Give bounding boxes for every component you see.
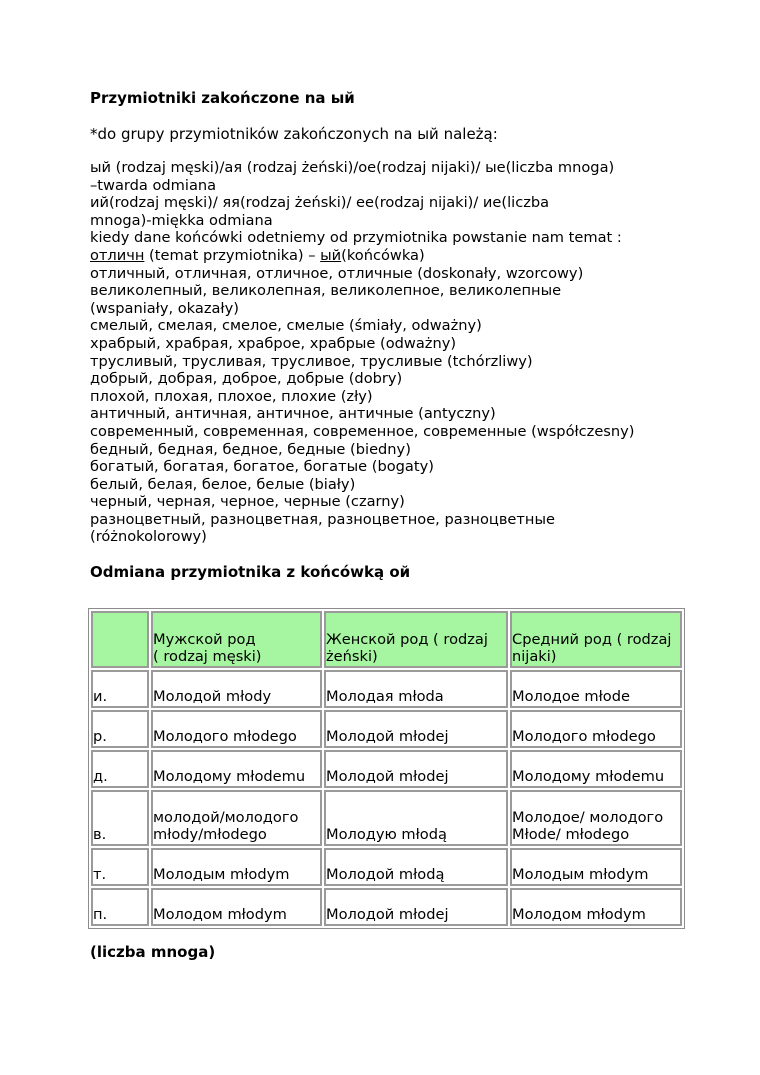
rule-line: ый (rodzaj męski)/ая (rodzaj żeński)/ое(rodzaj nijaki)/ ые(liczba mnoga) [90,159,615,176]
example-line: добрый, добрая, доброе, добрые (dobry) [90,370,403,388]
example-line: современный, современная, современное, современные (współczesny) [90,422,635,440]
table-cell [324,848,508,886]
cell-text: р. [93,728,107,746]
cell-text: и. [93,688,108,706]
cell-text: Молодая młoda [326,688,444,706]
table-cell [91,611,149,668]
cell-text: т. [93,866,107,884]
cell-text: Молодой młodej [326,768,449,786]
rule-line: mnoga)-miękka odmiana [90,211,273,229]
table-cell [324,611,508,668]
table-cell [151,888,322,926]
intro-text: *do grupy przymiotników zakończonych na ый należą: [90,125,498,143]
table-cell [324,670,508,708]
declension-table [88,608,685,929]
table-cell [324,888,508,926]
example-line: трусливый, трусливая, трусливое, трусливые (tchórzliwy) [90,352,533,370]
table-cell [324,790,508,846]
table-cell [151,790,322,846]
table-cell [324,750,508,788]
table-row [91,750,682,788]
cell-text: д. [93,768,108,786]
example-line: отличный, отличная, отличное, отличные (doskonały, wzorcowy) [90,264,584,282]
example-line: смелый, смелая, смелое, смелые (śmiały, odważny) [90,317,482,335]
stem-line [90,247,690,265]
plural-title: (liczba mnoga) [90,943,216,961]
cell-text: nijaki) [512,648,557,666]
table-cell [151,611,322,668]
cell-text: Молодом młodym [153,906,287,924]
table-cell [151,848,322,886]
table-cell [510,710,682,748]
table-cell [91,750,149,788]
cell-text: Młode/ młodego [512,826,630,844]
rule-line: kiedy dane końcówki odetniemy od przymiotnika powstanie nam temat : [90,229,622,247]
table-cell [151,670,322,708]
example-line: храбрый, храбрая, храброе, храбрые (odważny) [90,334,457,352]
document-page [90,88,690,583]
cell-text: młody/młodego [153,826,267,844]
cell-text: Молодую młodą [326,826,447,844]
rule-line: ий(rodzaj męski)/ яя(rodzaj żeński)/ ее(rodzaj nijaki)/ ие(liczba [90,194,550,212]
example-line: богатый, богатая, богатое, богатые (bogaty) [90,458,434,476]
stem-label: (temat przymiotnika) – [144,246,321,264]
cell-text: Женской род ( rodzaj [326,630,488,648]
stem-example: отличн [90,246,145,264]
cell-text: молодой/молодого [153,808,299,826]
example-line: (wspaniały, okazały) [90,299,239,317]
example-line: черный, черная, черное, черные (czarny) [90,493,405,511]
cell-text: Молодым młodym [153,866,290,884]
table-cell [91,888,149,926]
table-row [91,670,682,708]
table-header-row [91,611,682,668]
table-cell [510,888,682,926]
ending-label: (końcówka) [341,246,425,264]
cell-text: Молодому młodemu [512,768,665,786]
examples-list [90,265,690,547]
example-line: разноцветный, разноцветная, разноцветное, разноцветные [90,510,555,528]
table-cell [91,670,149,708]
cell-text: Молодой młody [153,688,272,706]
cell-text: Молодой młodej [326,728,449,746]
example-line: античный, античная, античное, античные (antyczny) [90,405,496,423]
cell-text: Средний род ( rodzaj [512,630,672,648]
table-cell [510,611,682,668]
cell-text: Молодом młodym [512,906,646,924]
rules-block [90,159,690,546]
table-cell [91,710,149,748]
example-line: белый, белая, белое, белые (biały) [90,475,356,493]
table-cell [510,670,682,708]
cell-text: Молодое/ молодого [512,808,664,826]
rule-line: –twarda odmiana [90,176,217,194]
cell-text: Молодой młodą [326,866,445,884]
cell-text: Молодое młode [512,688,630,706]
table-row [91,710,682,748]
cell-text: ( rodzaj męski) [153,648,262,666]
table-row [91,848,682,886]
cell-text: Молодым młodym [512,866,649,884]
example-line: плохой, плохая, плохое, плохие (zły) [90,387,373,405]
example-line: бедный, бедная, бедное, бедные (biedny) [90,440,411,458]
table-cell [151,710,322,748]
table-cell [91,790,149,846]
cell-text: Молодого młodego [153,728,297,746]
section-title: Odmiana przymiotnika z końcówką ой [90,563,411,582]
example-line: (różnokolorowy) [90,528,207,546]
table-cell [324,710,508,748]
table-row [91,790,682,846]
ending-example: ый [320,246,342,264]
cell-text: Молодой młodej [326,906,449,924]
table-row [91,888,682,926]
cell-text: в. [93,826,107,844]
table-cell [510,848,682,886]
table-cell [91,848,149,886]
table-cell [151,750,322,788]
cell-text: Молодому młodemu [153,768,306,786]
cell-text: Мужской род [153,630,256,648]
cell-text: żeński) [326,648,378,666]
table-cell [510,790,682,846]
doc-title: Przymiotniki zakończone na ый [90,89,355,107]
table-cell [510,750,682,788]
example-line: великолепный, великолепная, великолепное, великолепные [90,282,562,300]
cell-text: Молодого młodego [512,728,656,746]
cell-text: п. [93,906,108,924]
